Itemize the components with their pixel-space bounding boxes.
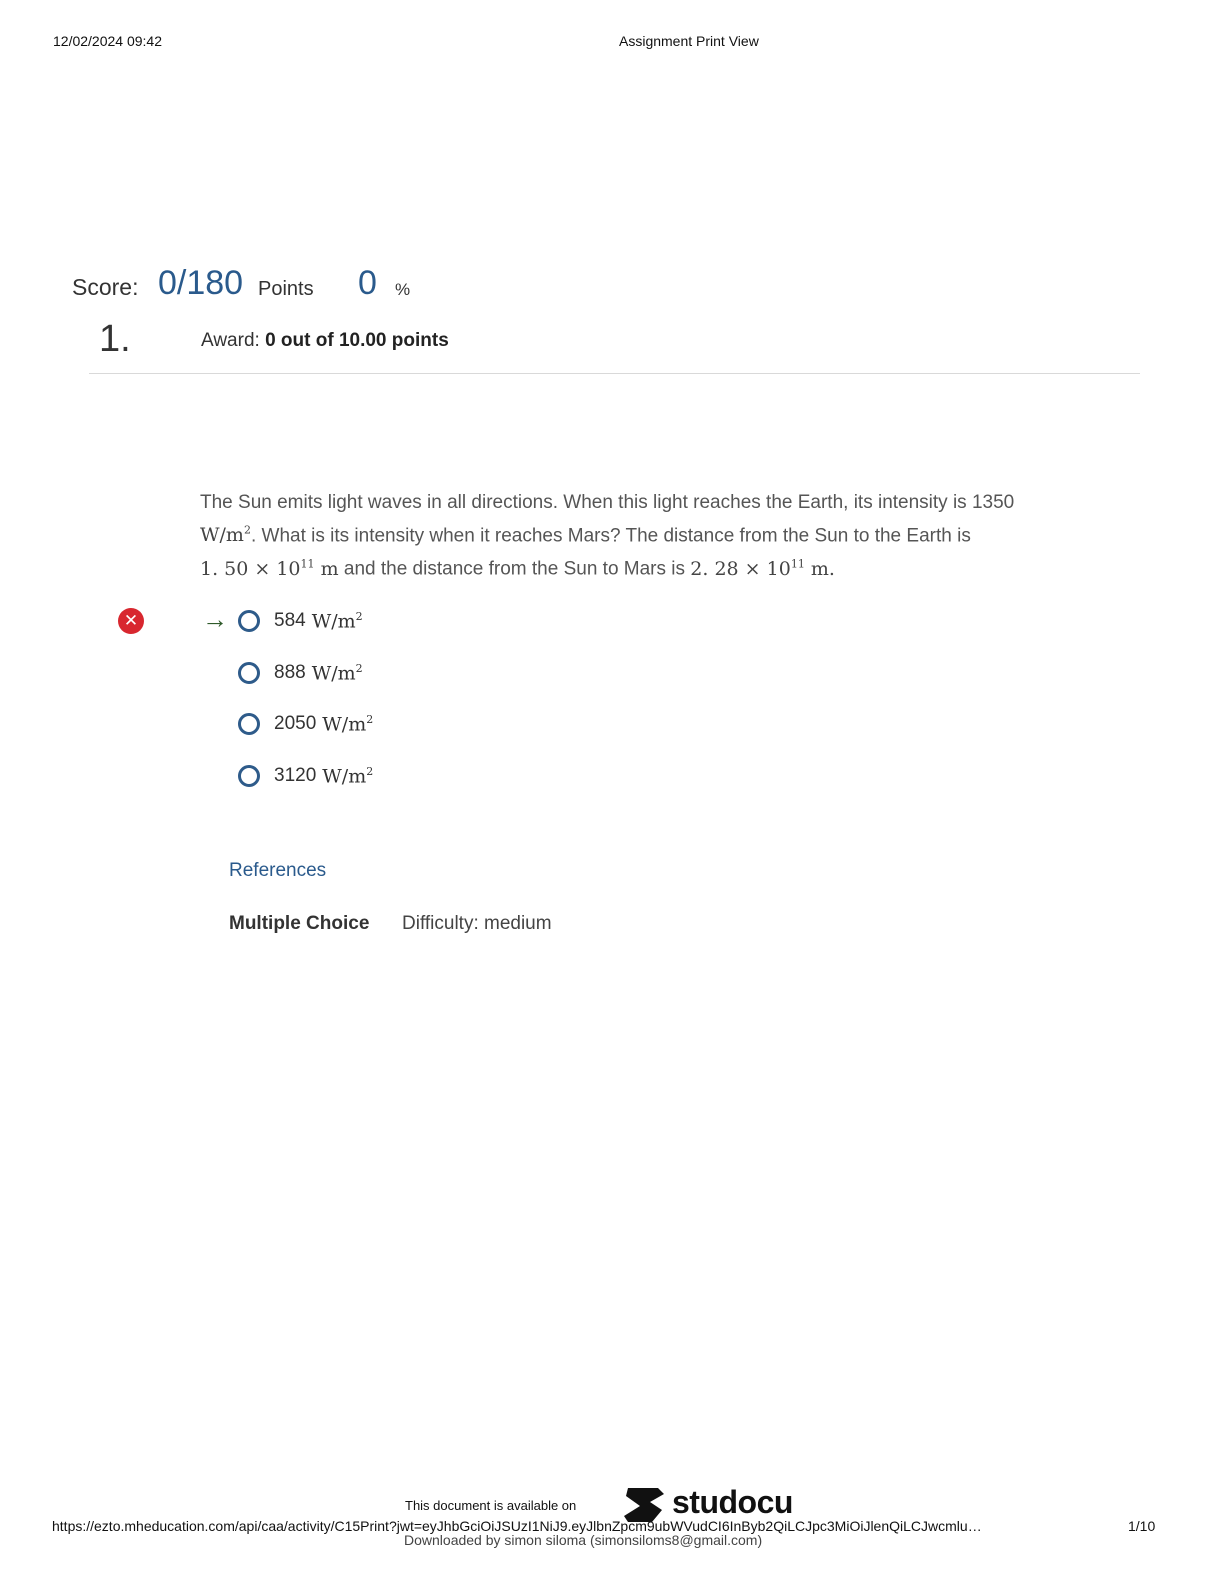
percent-value: 0 [358,264,377,302]
divider [89,373,1140,374]
radio-button[interactable] [238,662,260,684]
award [201,330,449,352]
award-value: 0 out of 10.00 points [265,330,449,351]
radio-button[interactable] [238,713,260,735]
score-value: 0/180 [158,264,244,302]
references-link[interactable]: References [229,860,327,881]
difficulty: Difficulty: medium [402,913,552,934]
answer-option[interactable]: 584 $W/m^2$ [238,606,363,636]
points-label: Points [258,278,314,300]
answer-option[interactable]: 2050 $W/m^2$ [238,709,373,739]
footer-url: https://ezto.mheducation.com/api/caa/activity/C15Print?jwt=eyJhbGciOiJSUzI1NiJ9.eyJlbnZpcm9ubWVudCI6InByb2QiLCJpc3MiOiJlenQiLCJwcmlu… [52,1518,982,1534]
radio-button[interactable] [238,610,260,632]
score-label: Score: [72,274,139,300]
question-number: 1. [99,318,131,360]
mars-distance: 2. $28 \times 10^{11}$ m. [690,557,835,580]
downloaded-by: Downloaded by simon siloma (simonsiloms8@gmail.com) [404,1532,763,1548]
award-label: Award: [201,330,260,351]
earth-distance: 1. $50 \times 10^{11}$ m [200,557,339,580]
question-text: The Sun emits light waves in all directions. When this light reaches the Earth, its intensity is 1350 $W/m^2$. What is its intensity when it reaches Mars? The distance from the Sun to the Earth is 1. $50 \times 10^{11}$ m and the distance from the Sun to Mars is 2. $28 \times 10^{11}$ m. [200,492,1015,580]
page-number: 1/10 [1128,1518,1156,1534]
percent-sign: % [395,280,411,299]
print-title: Assignment Print View [619,33,759,49]
question-type: Multiple Choice [229,913,370,934]
selected-arrow-icon: → [202,604,228,634]
answer-option[interactable]: 888 $W/m^2$ [238,658,363,688]
unit-wm2: $W/m^2$ [200,524,251,547]
studocu-brand: studocu [672,1484,793,1520]
radio-button[interactable] [238,765,260,787]
availability-note: This document is available on [405,1498,577,1513]
answer-option[interactable]: 3120 $W/m^2$ [238,761,373,791]
print-datetime: 12/02/2024 09:42 [53,33,162,49]
incorrect-icon: ✕ [118,608,144,634]
